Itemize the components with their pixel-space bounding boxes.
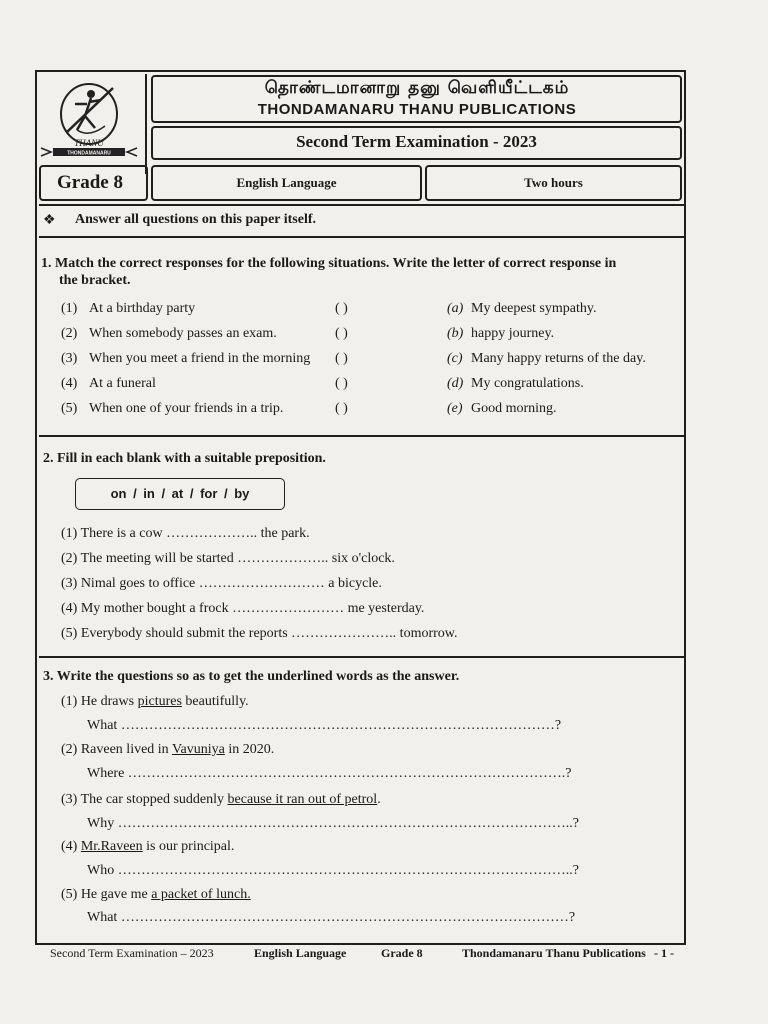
q1-response: My deepest sympathy. <box>471 301 597 316</box>
q3-answer-line[interactable]: Who ……………………………………………………………………………………..? <box>87 863 579 878</box>
divider <box>39 204 684 206</box>
divider <box>39 435 684 437</box>
q1-response: My congratulations. <box>471 376 584 391</box>
q1-item-number: (5) <box>61 401 78 416</box>
q2-item[interactable]: (4) My mother bought a frock …………………… me yesterday. <box>61 601 425 616</box>
q1-item-number: (4) <box>61 376 78 391</box>
underlined-answer: Mr.Raveen <box>80 839 143 854</box>
instruction-text: Answer all questions on this paper itself. <box>75 212 317 227</box>
subject-box <box>151 165 422 201</box>
publisher-name: THONDAMANARU THANU PUBLICATIONS <box>257 101 577 118</box>
exam-title: Second Term Examination - 2023 <box>296 132 537 151</box>
q1-heading: 1. Match the correct responses for the following situations. Write the letter of correct response in <box>41 256 617 271</box>
q3-sentence <box>61 887 251 903</box>
grade-box <box>39 165 148 201</box>
q1-response-letter: (e) <box>447 401 463 416</box>
underlined-answer: pictures <box>137 694 182 709</box>
duration-box <box>425 165 682 201</box>
q1-heading-cont: the bracket. <box>59 273 131 288</box>
q1-answer-bracket[interactable]: ( ) <box>335 376 348 391</box>
sentence-text: is our principal. <box>142 839 235 854</box>
q2-item[interactable]: (5) Everybody should submit the reports ………………….. tomorrow. <box>61 626 458 641</box>
duration-label: Two hours <box>524 175 583 190</box>
q1-response-letter: (b) <box>447 326 464 341</box>
q1-answer-bracket[interactable]: ( ) <box>335 351 348 366</box>
grade-label: Grade 8 <box>57 172 123 193</box>
underlined-answer: Vavuniya <box>171 742 225 757</box>
sentence-text: in 2020. <box>224 742 275 757</box>
sentence-text: beautifully. <box>181 694 249 709</box>
footer-publisher: Thondamanaru Thanu Publications <box>462 946 646 960</box>
sentence-text: (2) Raveen lived in <box>61 742 172 757</box>
q1-situation: When you meet a friend in the morning <box>89 351 311 366</box>
q3-sentence <box>61 792 381 808</box>
footer-exam: Second Term Examination – 2023 <box>50 946 214 960</box>
q1-item-number: (3) <box>61 351 78 366</box>
q1-response-letter: (a) <box>447 301 464 316</box>
q1-situation: When somebody passes an exam. <box>89 326 277 341</box>
q1-situation: When one of your friends in a trip. <box>89 401 284 416</box>
q1-response: Good morning. <box>471 401 557 416</box>
q3-sentence <box>61 742 274 758</box>
q1-response: happy journey. <box>471 326 555 341</box>
subject-label: English Language <box>236 175 337 190</box>
logo-area <box>39 74 147 174</box>
q3-answer-line[interactable]: What ……………………………………………………………………………………? <box>87 910 576 925</box>
sentence-text: (3) The car stopped suddenly <box>61 792 228 807</box>
divider <box>39 656 684 658</box>
sentence-text: (5) He gave me <box>61 887 152 902</box>
q1-response-letter: (d) <box>447 376 464 391</box>
underlined-answer: because it ran out of petrol <box>227 792 378 807</box>
q2-item[interactable]: (3) Nimal goes to office ……………………… a bicycle. <box>61 576 382 591</box>
sentence-text: (1) He draws <box>61 694 138 709</box>
q1-answer-bracket[interactable]: ( ) <box>335 326 348 341</box>
underlined-answer: a packet of lunch. <box>151 887 251 902</box>
q1-response: Many happy returns of the day. <box>471 351 646 366</box>
logo-text: THANU <box>74 138 104 148</box>
q3-sentence <box>61 694 249 710</box>
instruction-bullet-icon: ❖ <box>43 213 56 228</box>
q1-response-letter: (c) <box>447 351 463 366</box>
q1-item-number: (2) <box>61 326 78 341</box>
q1-answer-bracket[interactable]: ( ) <box>335 301 348 316</box>
logo-band-text: THONDAMANARU <box>67 150 111 157</box>
q3-answer-line[interactable]: Why ……………………………………………………………………………………..? <box>87 816 579 831</box>
q3-heading: 3. Write the questions so as to get the underlined words as the answer. <box>43 669 460 684</box>
q3-sentence <box>61 839 234 855</box>
sentence-text: (4) <box>61 839 81 854</box>
q3-answer-line[interactable]: What …………………………………………………………………………………? <box>87 718 562 733</box>
q3-answer-line[interactable]: Where ………………………………………………………………………………….? <box>87 766 572 781</box>
preposition-choices: on / in / at / for / by <box>75 478 285 510</box>
q1-answer-bracket[interactable]: ( ) <box>335 401 348 416</box>
footer-subject: English Language <box>254 946 347 960</box>
sentence-text: . <box>377 792 381 807</box>
q2-item[interactable]: (1) There is a cow ……………….. the park. <box>61 526 310 541</box>
publisher-tamil-name: தொண்டமானாறு தனு வெளியீட்டகம் <box>264 78 570 98</box>
q2-heading: 2. Fill in each blank with a suitable preposition. <box>43 451 326 466</box>
exam-title-box <box>151 126 682 160</box>
page-number: - 1 - <box>654 946 674 960</box>
publisher-logo-icon <box>39 74 139 170</box>
q2-item[interactable]: (2) The meeting will be started ……………….. six o'clock. <box>61 551 395 566</box>
exam-frame <box>35 70 686 945</box>
q1-item-number: (1) <box>61 301 78 316</box>
q1-situation: At a birthday party <box>89 301 196 316</box>
divider <box>39 236 684 238</box>
footer-grade: Grade 8 <box>381 946 423 960</box>
q1-situation: At a funeral <box>89 376 156 391</box>
